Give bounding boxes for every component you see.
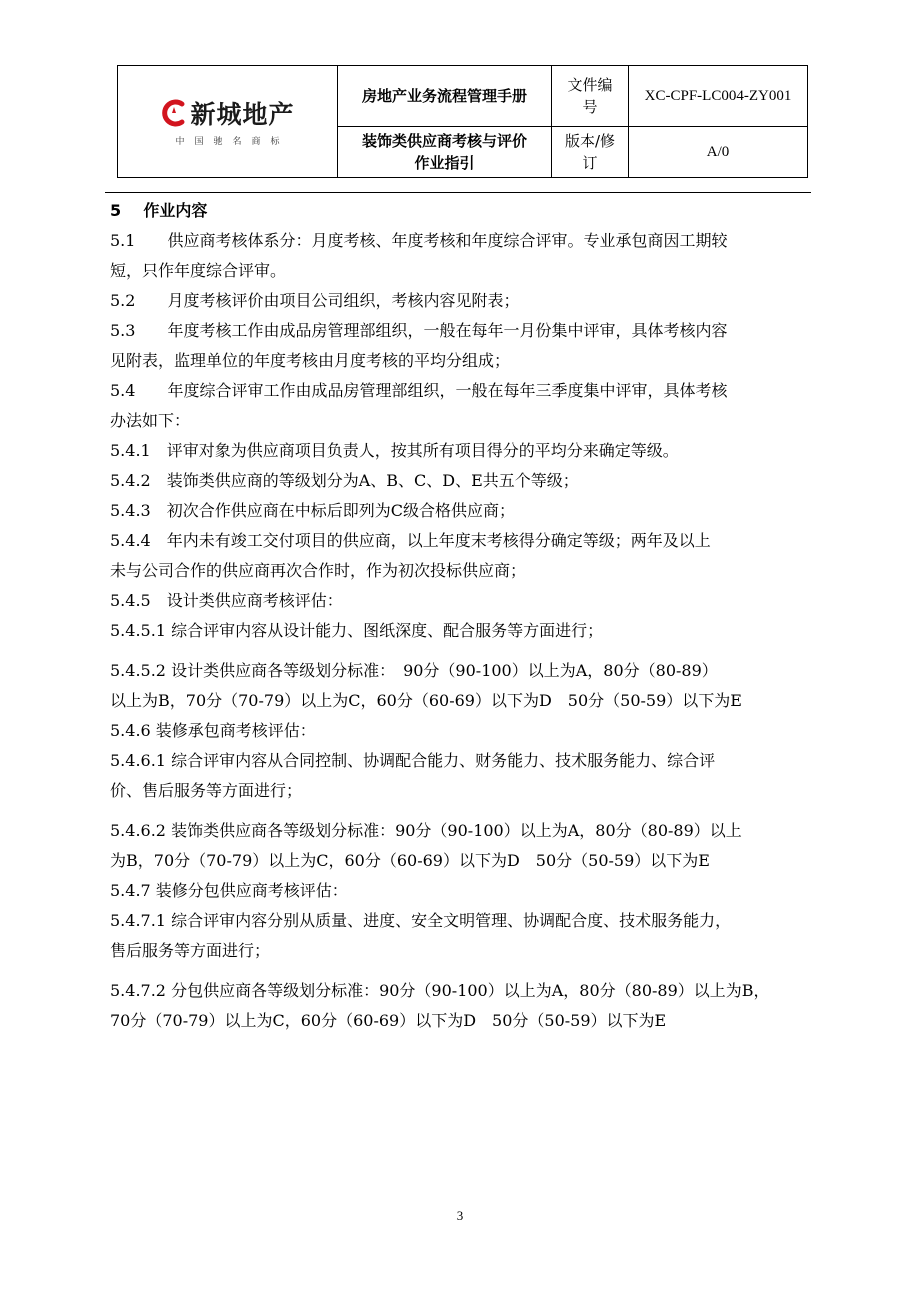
paragraph: 5.4.6 装修承包商考核评估： xyxy=(110,721,316,740)
version-label: 版本/修 订 xyxy=(552,127,629,178)
document-body xyxy=(110,196,826,1036)
page-number: 3 xyxy=(456,1208,464,1223)
guideline-title: 装饰类供应商考核与评价 作业指引 xyxy=(338,127,552,178)
header-divider xyxy=(105,192,811,193)
paragraph: 5.4.3 初次合作供应商在中标后即列为C级合格供应商； xyxy=(110,501,515,520)
paragraph: 5.4.5 设计类供应商考核评估： xyxy=(110,591,343,610)
paragraph: 5.4.5.1 综合评审内容从设计能力、图纸深度、配合服务等方面进行； xyxy=(110,621,604,640)
doc-number-value: XC-CPF-LC004-ZY001 xyxy=(629,66,808,127)
version-value: A/0 xyxy=(629,127,808,178)
paragraph: 5.4.6.2 装饰类供应商各等级划分标准：90分（90-100）以上为A，80分（80-89）以上 为B，70分（70-79）以上为C，60分（60-69）以下为D 50分（50-59）以下为E xyxy=(110,821,742,870)
logo-cell xyxy=(118,66,338,178)
company-logo xyxy=(160,95,294,147)
paragraph: 5.4.7 装修分包供应商考核评估： xyxy=(110,881,348,900)
paragraph: 5.4.7.1 综合评审内容分别从质量、进度、安全文明管理、协调配合度、技术服务能力， 售后服务等方面进行； xyxy=(110,911,732,960)
logo-c-icon xyxy=(160,98,188,128)
paragraph: 5.4.1 评审对象为供应商项目负责人，按其所有项目得分的平均分来确定等级。 xyxy=(110,441,679,460)
paragraph: 5.4 年度综合评审工作由成品房管理部组织，一般在每年三季度集中评审，具体考核 办法如下： xyxy=(110,381,728,430)
paragraph: 5.4.2 装饰类供应商的等级划分为A、B、C、D、E共五个等级； xyxy=(110,471,579,490)
logo-brand-text: 新城地产 xyxy=(190,100,295,129)
section-heading: 5 作业内容 xyxy=(110,201,208,220)
paragraph: 5.4.7.2 分包供应商各等级划分标准：90分（90-100）以上为A，80分（80-89）以上为B， 70分（70-79）以上为C，60分（60-69）以下为D 50分（50-59）以下为E xyxy=(110,981,770,1030)
manual-title: 房地产业务流程管理手册 xyxy=(338,66,552,127)
paragraph: 5.2 月度考核评价由项目公司组织，考核内容见附表； xyxy=(110,291,520,310)
doc-number-label: 文件编 号 xyxy=(552,66,629,127)
paragraph: 5.4.6.1 综合评审内容从合同控制、协调配合能力、财务能力、技术服务能力、综合评 价、售后服务等方面进行； xyxy=(110,751,716,800)
paragraph: 5.1 供应商考核体系分：月度考核、年度考核和年度综合评审。专业承包商因工期较 短，只作年度综合评审。 xyxy=(110,231,728,280)
paragraph: 5.3 年度考核工作由成品房管理部组织，一般在每年一月份集中评审，具体考核内容 见附表，监理单位的年度考核由月度考核的平均分组成； xyxy=(110,321,728,370)
logo-tagline: 中国驰名商标 xyxy=(175,137,290,147)
paragraph: 5.4.5.2 设计类供应商各等级划分标准： 90分（90-100）以上为A，80分（80-89） 以上为B，70分（70-79）以上为C，60分（60-69）以下为D 50分（50-59）以下为E xyxy=(110,661,742,710)
paragraph: 5.4.4 年内未有竣工交付项目的供应商，以上年度末考核得分确定等级；两年及以上 未与公司合作的供应商再次合作时，作为初次投标供应商； xyxy=(110,531,711,580)
paragraph-list xyxy=(110,226,826,1036)
document-header-table xyxy=(117,65,808,178)
